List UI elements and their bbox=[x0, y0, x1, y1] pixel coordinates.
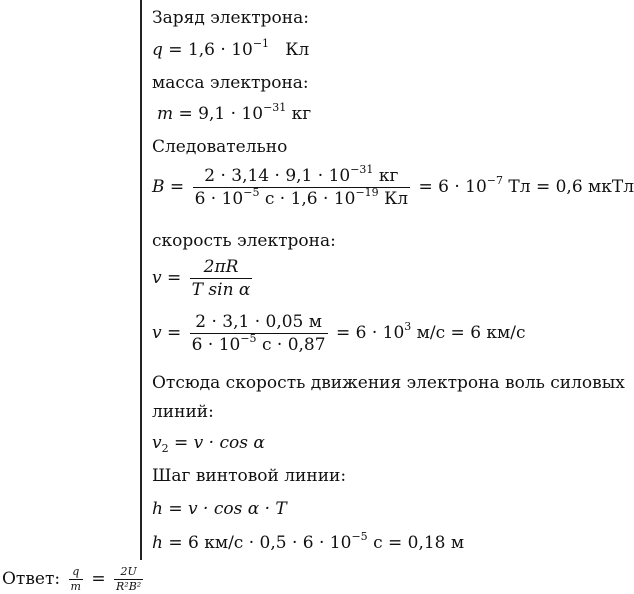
answer-lhs-fraction bbox=[69, 566, 83, 593]
b-denominator bbox=[193, 188, 411, 209]
h2-symbol: h bbox=[152, 533, 163, 553]
margin-rule bbox=[140, 0, 142, 560]
v-symbol: v bbox=[152, 268, 162, 288]
answer-label: Ответ: bbox=[2, 569, 66, 589]
h-symbol: h bbox=[152, 499, 163, 519]
mass-exponent: −31 bbox=[263, 101, 287, 114]
b-equals: = bbox=[164, 177, 190, 197]
v-numeric-formula bbox=[152, 312, 526, 355]
v2-equals: = bbox=[161, 323, 187, 343]
v2-result-unit: м/с = 6 км/с bbox=[411, 323, 526, 343]
answer-line bbox=[2, 566, 146, 593]
answer-rhs-fraction bbox=[114, 566, 143, 593]
mass-unit: кг bbox=[286, 104, 312, 124]
hence-label: Отсюда скорость движения электрона воль силовых bbox=[152, 373, 625, 393]
v2-numerator: 2 · 3,1 · 0,05 м bbox=[190, 312, 328, 334]
h2-value: = 6 км/с · 0,5 · 6 · 10 bbox=[162, 533, 352, 553]
m-symbol: m bbox=[157, 104, 174, 124]
v-parallel-rhs: = v · cos α bbox=[168, 433, 265, 453]
answer-rhs-num: 2U bbox=[114, 566, 143, 580]
v2-denominator bbox=[190, 334, 328, 355]
b-num-text: 2 · 3,14 · 9,1 · 10 bbox=[204, 166, 351, 186]
charge-formula bbox=[152, 37, 310, 60]
v-parallel-sub: 2 bbox=[161, 442, 169, 455]
b-formula bbox=[152, 163, 634, 209]
b-den-exp2: −19 bbox=[355, 186, 379, 199]
v-parallel-symbol: v bbox=[152, 433, 162, 453]
charge-unit: Кл bbox=[269, 40, 310, 60]
v-parallel-formula bbox=[152, 433, 265, 453]
mass-value: = 9,1 · 10 bbox=[173, 104, 264, 124]
b-fraction bbox=[193, 163, 411, 209]
v2-symbol: v bbox=[152, 323, 162, 343]
pitch-label: Шаг винтовой линии: bbox=[152, 466, 347, 486]
b-num-unit: кг bbox=[373, 166, 399, 186]
b-result-unit: Тл = 0,6 мкТл bbox=[503, 177, 634, 197]
answer-lhs-den: m bbox=[70, 580, 81, 593]
b-symbol: B bbox=[152, 177, 165, 197]
v2-den-text1: 6 · 10 bbox=[191, 335, 241, 355]
v-numerator: 2πR bbox=[190, 257, 253, 279]
b-numerator bbox=[193, 163, 411, 188]
consequently-label: Следовательно bbox=[152, 137, 288, 157]
answer-rhs-den: R²B² bbox=[116, 580, 142, 593]
v-denominator: T sin α bbox=[191, 280, 251, 300]
charge-label: Заряд электрона: bbox=[152, 8, 309, 28]
b-num-exp: −31 bbox=[350, 163, 374, 176]
v2-den-exp: −5 bbox=[240, 332, 257, 345]
v-fraction bbox=[190, 257, 253, 300]
h-formula bbox=[152, 499, 287, 519]
v2-den-text2: с · 0,87 bbox=[256, 335, 326, 355]
velocity-label: скорость электрона: bbox=[152, 231, 336, 251]
answer-equals: = bbox=[85, 569, 112, 589]
b-result-exp: −7 bbox=[486, 174, 503, 187]
b-den-text2: с · 1,6 · 10 bbox=[259, 189, 356, 209]
charge-value: = 1,6 · 10 bbox=[162, 40, 253, 60]
answer-lhs-num: q bbox=[69, 566, 83, 580]
charge-exponent: −1 bbox=[252, 37, 270, 50]
b-den-text1: 6 · 10 bbox=[194, 189, 244, 209]
h-rhs: = v · cos α · T bbox=[162, 499, 287, 519]
v-formula bbox=[152, 257, 255, 300]
lines-label: линий: bbox=[152, 402, 214, 422]
v2-result: = 6 · 10 bbox=[330, 323, 405, 343]
h-numeric-formula bbox=[152, 530, 465, 553]
mass-formula bbox=[157, 101, 312, 124]
v2-fraction bbox=[190, 312, 328, 355]
h2-result: с = 0,18 м bbox=[367, 533, 465, 553]
h2-exponent: −5 bbox=[351, 530, 368, 543]
mass-label: масса электрона: bbox=[152, 73, 309, 93]
q-symbol: q bbox=[152, 40, 163, 60]
b-den-exp1: −5 bbox=[243, 186, 260, 199]
v2-result-exp: 3 bbox=[404, 320, 412, 333]
v-equals: = bbox=[161, 268, 187, 288]
b-result: = 6 · 10 bbox=[413, 177, 487, 197]
b-den-unit: Кл bbox=[378, 189, 409, 209]
